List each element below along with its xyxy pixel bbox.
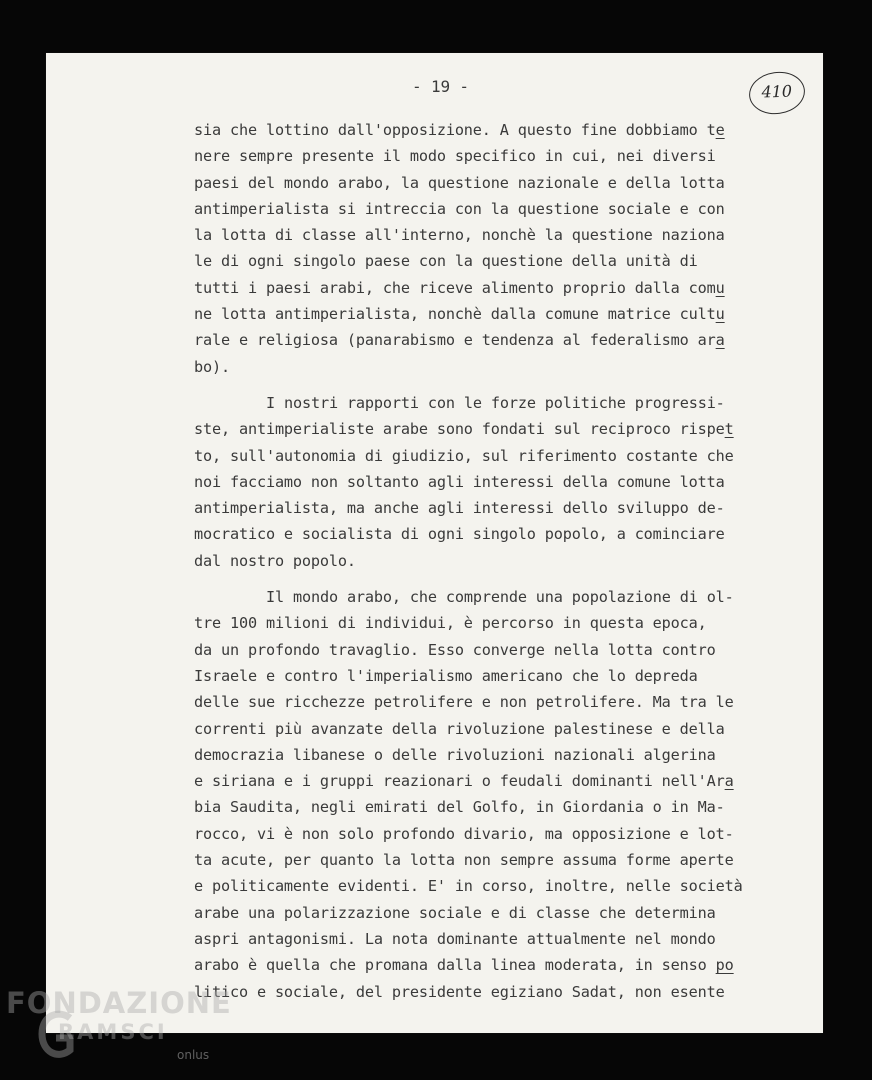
paragraph bbox=[194, 117, 743, 380]
document-page bbox=[46, 53, 823, 1033]
underlined-fragment: a bbox=[724, 772, 734, 791]
text-line bbox=[194, 900, 743, 926]
text-line bbox=[194, 979, 743, 1005]
text-line bbox=[194, 716, 743, 742]
text-line bbox=[194, 521, 743, 547]
watermark-line-3: onlus bbox=[177, 1048, 210, 1062]
paragraph bbox=[194, 390, 743, 574]
text-fragment: tutti i paesi arabi, che riceve alimento proprio dalla com bbox=[194, 278, 716, 297]
text-fragment: e siriana e i gruppi reazionari o feudali dominanti nell'Ar bbox=[194, 772, 725, 791]
watermark-line-1: FONDAZIONE bbox=[6, 986, 232, 1020]
text-line bbox=[194, 794, 743, 820]
text-fragment: arabe una polarizzazione sociale e di classe che determina bbox=[194, 903, 716, 922]
text-line bbox=[194, 742, 743, 768]
text-line bbox=[194, 443, 743, 469]
paragraph-gap bbox=[194, 574, 743, 584]
text-line bbox=[194, 847, 743, 873]
text-fragment: ste, antimperialiste arabe sono fondati sul reciproco rispe bbox=[194, 420, 725, 439]
text-fragment: democrazia libanese o delle rivoluzioni nazionali algerina bbox=[194, 745, 716, 764]
text-fragment: sia che lottino dall'opposizione. A questo fine dobbiamo t bbox=[194, 121, 716, 139]
text-fragment: noi facciamo non soltanto agli interessi della comune lotta bbox=[194, 472, 725, 491]
text-fragment: bo). bbox=[194, 357, 230, 376]
text-line bbox=[194, 390, 743, 416]
text-line bbox=[194, 821, 743, 847]
watermark-logo bbox=[6, 984, 232, 1080]
text-fragment: bia Saudita, negli emirati del Golfo, in Giordania o in Ma- bbox=[194, 798, 725, 817]
text-line bbox=[194, 416, 743, 442]
archive-stamp-number: 410 bbox=[761, 81, 793, 102]
underlined-fragment: u bbox=[715, 305, 725, 324]
text-line bbox=[194, 354, 743, 380]
underlined-fragment: u bbox=[715, 278, 725, 297]
page-number: - 19 - bbox=[412, 77, 469, 96]
text-fragment: antimperialista si intreccia con la questione sociale e con bbox=[194, 199, 725, 218]
text-line bbox=[194, 117, 743, 143]
text-line bbox=[194, 926, 743, 952]
text-line bbox=[194, 469, 743, 495]
text-fragment: dal nostro popolo. bbox=[194, 551, 356, 570]
underlined-fragment: t bbox=[724, 420, 734, 439]
text-line bbox=[194, 873, 743, 899]
text-line bbox=[194, 196, 743, 222]
text-fragment: le di ogni singolo paese con la questione della unità di bbox=[194, 252, 698, 271]
text-line bbox=[194, 248, 743, 274]
text-line bbox=[194, 495, 743, 521]
text-fragment: e politicamente evidenti. E' in corso, inoltre, nelle società bbox=[194, 877, 743, 896]
text-fragment: da un profondo travaglio. Esso converge nella lotta contro bbox=[194, 640, 716, 659]
text-fragment: rale e religiosa (panarabismo e tendenza al federalismo ar bbox=[194, 331, 716, 350]
text-fragment: to, sull'autonomia di giudizio, sul riferimento costante che bbox=[194, 446, 734, 465]
text-fragment: rocco, vi è non solo profondo divario, ma opposizione e lot- bbox=[194, 824, 734, 843]
text-fragment: arabo è quella che promana dalla linea moderata, in senso bbox=[194, 956, 716, 975]
text-fragment: I nostri rapporti con le forze politiche progressi- bbox=[266, 393, 725, 412]
text-line bbox=[194, 952, 743, 978]
text-line bbox=[194, 301, 743, 327]
text-fragment: Il mondo arabo, che comprende una popolazione di ol- bbox=[266, 588, 734, 607]
text-line bbox=[194, 663, 743, 689]
text-fragment: la lotta di classe all'interno, nonchè la questione naziona bbox=[194, 226, 725, 245]
paragraph bbox=[194, 584, 743, 1005]
text-fragment: paesi del mondo arabo, la questione nazionale e della lotta bbox=[194, 173, 725, 192]
text-fragment: ne lotta antimperialista, nonchè dalla comune matrice cult bbox=[194, 305, 716, 324]
text-line bbox=[194, 689, 743, 715]
text-fragment: delle sue ricchezze petrolifere e non petrolifere. Ma tra le bbox=[194, 693, 734, 712]
text-fragment: tre 100 milioni di individui, è percorso in questa epoca, bbox=[194, 614, 707, 633]
text-line bbox=[194, 548, 743, 574]
text-line bbox=[194, 143, 743, 169]
text-line bbox=[194, 768, 743, 794]
watermark-line-2: RAMSCI bbox=[58, 1020, 168, 1044]
text-fragment: aspri antagonismi. La nota dominante attualmente nel mondo bbox=[194, 929, 716, 948]
text-fragment: ta acute, per quanto la lotta non sempre assuma forme aperte bbox=[194, 851, 734, 870]
text-line bbox=[194, 637, 743, 663]
text-fragment: litico e sociale, del presidente egiziano Sadat, non esente bbox=[194, 982, 725, 1001]
underlined-fragment: e bbox=[715, 121, 725, 139]
text-line bbox=[194, 222, 743, 248]
text-fragment: mocratico e socialista di ogni singolo popolo, a cominciare bbox=[194, 525, 725, 544]
text-line bbox=[194, 275, 743, 301]
text-line bbox=[194, 610, 743, 636]
text-line bbox=[194, 170, 743, 196]
text-fragment: Israele e contro l'imperialismo americano che lo depreda bbox=[194, 666, 698, 685]
underlined-fragment: po bbox=[715, 956, 734, 975]
text-line bbox=[194, 327, 743, 353]
body-text bbox=[194, 117, 743, 1005]
underlined-fragment: a bbox=[715, 331, 725, 350]
text-fragment: correnti più avanzate della rivoluzione palestinese e della bbox=[194, 719, 725, 738]
text-fragment: nere sempre presente il modo specifico in cui, nei diversi bbox=[194, 147, 716, 166]
paragraph-gap bbox=[194, 380, 743, 390]
text-line bbox=[194, 584, 743, 610]
text-fragment: antimperialista, ma anche agli interessi dello sviluppo de- bbox=[194, 499, 725, 518]
archive-stamp bbox=[746, 68, 807, 117]
